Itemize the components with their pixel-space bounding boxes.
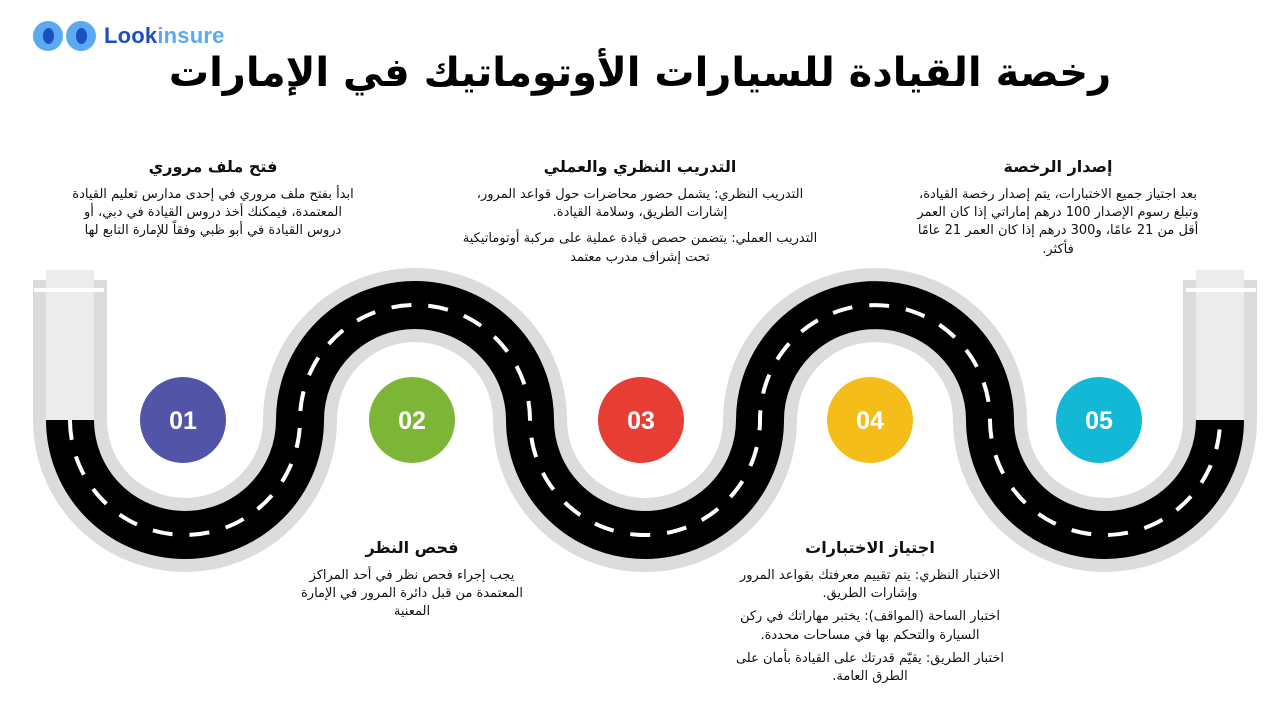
step-4-line-3: اختبار الطريق: يقيّم قدرتك على القيادة بأمان على الطرق العامة.	[735, 650, 1005, 684]
step-2-description: يجب إجراء فحص نظر في أحد المراكز المعتمدة من قبل دائرة المرور في الإمارة المعنية	[301, 568, 523, 620]
logo-text: Lookinsure	[104, 23, 225, 48]
step-number-5: 05	[1085, 407, 1113, 435]
step-number-3: 03	[627, 407, 655, 435]
step-marker-3	[598, 377, 684, 463]
page-title: رخصة القيادة للسيارات الأوتوماتيك في الإمارات	[168, 50, 1112, 96]
road-end-left	[46, 270, 94, 420]
step-1-description: ابدأ بفتح ملف مروري في إحدى مدارس تعليم القيادة المعتمدة، فيمكنك أخذ دروس القيادة في دبي، أو دروس القيادة في أبو ظبي وفقاً للإمارة التابع لها	[72, 187, 354, 239]
step-number-1: 01	[169, 407, 197, 435]
step-4-line-1: الاختبار النظري: يتم تقييم معرفتك بقواعد المرور وإشارات الطريق.	[739, 568, 1001, 602]
step-5-text	[908, 157, 1208, 267]
road-end-right	[1196, 270, 1244, 420]
step-number-4: 04	[856, 407, 884, 435]
step-4-text	[718, 538, 1022, 686]
step-5-heading: إصدار الرخصة	[1003, 157, 1113, 176]
step-3-text	[462, 157, 818, 275]
step-number-2: 02	[398, 407, 426, 435]
step-marker-4	[827, 377, 913, 463]
step-5-description: بعد اجتياز جميع الاختبارات، يتم إصدار رخصة القيادة، وتبلغ رسوم الإصدار 100 درهم إماراتي إذا كان العمر أقل من 21 عامًا، و300 درهم إذا كان العمر 21 عامًا فأكثر.	[917, 187, 1199, 257]
step-3-line-1: التدريب النظري: يشمل حضور محاضرات حول قواعد المرور، إشارات الطريق، وسلامة القيادة.	[476, 187, 804, 221]
step-1-heading: فتح ملف مروري	[148, 157, 278, 176]
step-4-line-2: اختبار الساحة (المواقف): يختبر مهاراتك في ركن السيارة والتحكم بها في مساحات محددة.	[739, 609, 1001, 643]
step-marker-1	[140, 377, 226, 463]
step-3-heading: التدريب النظري والعملي	[543, 157, 737, 176]
step-2-heading: فحص النظر	[365, 538, 459, 557]
step-2-text	[296, 538, 528, 630]
step-3-line-2: التدريب العملي: يتضمن حصص قيادة عملية على مركبة أوتوماتيكية تحت إشراف مدرب معتمد	[462, 231, 818, 265]
step-marker-2	[369, 377, 455, 463]
step-4-heading: اجتياز الاختبارات	[805, 538, 935, 557]
step-1-text	[68, 157, 358, 249]
step-marker-5	[1056, 377, 1142, 463]
